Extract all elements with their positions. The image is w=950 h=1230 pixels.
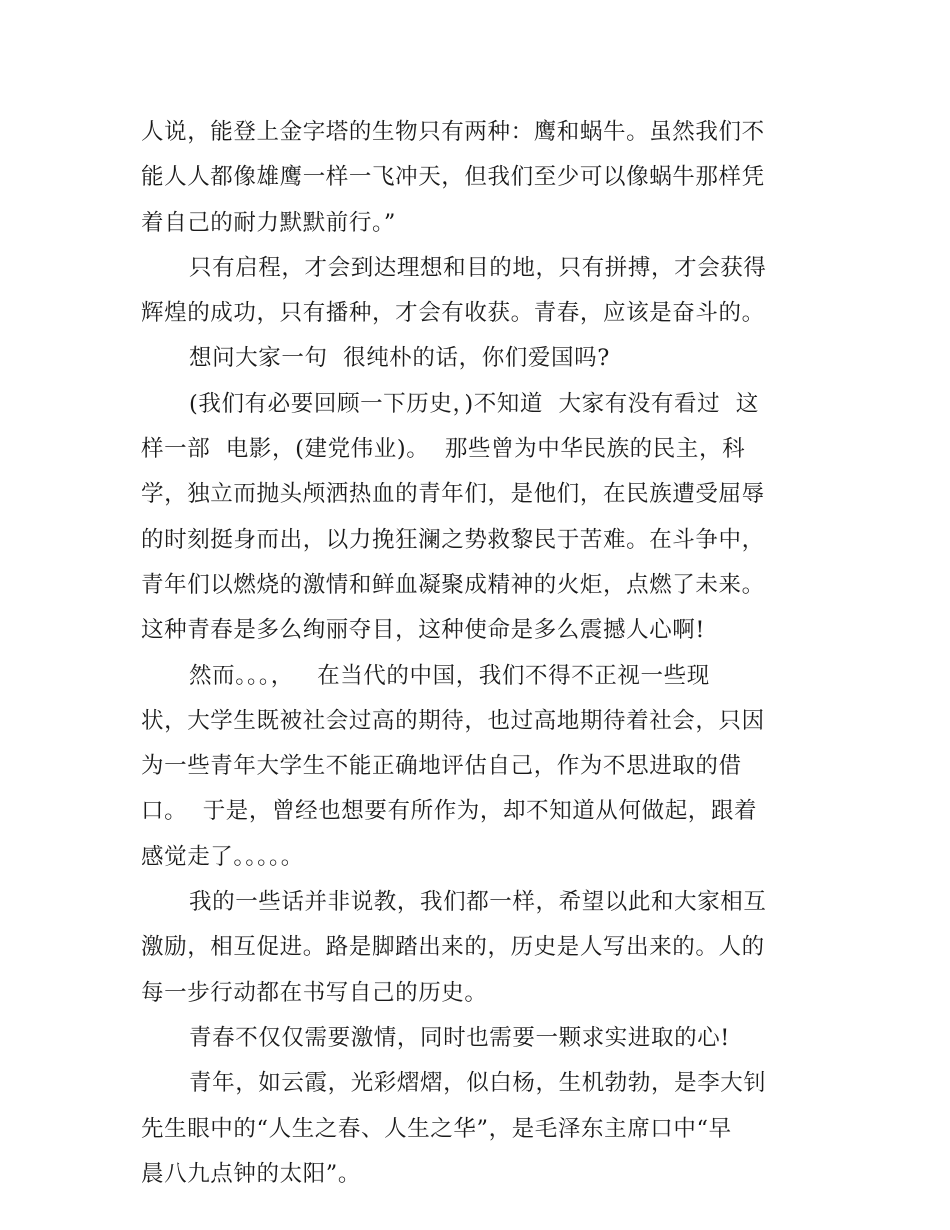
paragraph-4 bbox=[141, 382, 813, 654]
paragraph-6 bbox=[141, 880, 813, 1016]
text-line: (我们有必要回顾一下历史，)不知道 大家有没有看过 这 bbox=[189, 390, 759, 417]
paragraph-3 bbox=[141, 336, 813, 381]
paragraph-1 bbox=[141, 110, 813, 246]
text-line: 我的一些话并非说教，我们都一样，希望以此和大家相互 bbox=[189, 889, 767, 916]
text-line: 的时刻挺身而出，以力挽狂澜之势救黎民于苦难。在斗争中， bbox=[141, 526, 765, 553]
text-line: 样一部 电影，(建党伟业)。 那些曾为中华民族的民主，科 bbox=[141, 436, 746, 463]
text-line: 青年们以燃烧的激情和鲜血凝聚成精神的火炬，点燃了未来。 bbox=[141, 571, 765, 598]
text-line: 先生眼中的“人生之春、人生之华”，是毛泽东主席口中“早 bbox=[141, 1115, 732, 1142]
text-line: 能人人都像雄鹰一样一飞冲天，但我们至少可以像蜗牛那样凭 bbox=[141, 164, 765, 191]
text-line: 为一些青年大学生不能正确地评估自己，作为不思进取的借 bbox=[141, 753, 742, 780]
paragraph-7 bbox=[141, 1016, 813, 1061]
text-line: 只有启程，才会到达理想和目的地，只有拼搏，才会获得 bbox=[189, 254, 767, 281]
text-line: 人说，能登上金字塔的生物只有两种：鹰和蜗牛。虽然我们不 bbox=[141, 119, 765, 145]
text-line: 青年，如云霞，光彩熠熠，似白杨，生机勃勃，是李大钊 bbox=[189, 1070, 767, 1097]
text-line: 每一步行动都在书写自己的历史。 bbox=[141, 979, 488, 1006]
paragraph-2 bbox=[141, 246, 813, 337]
text-line: 晨八九点钟的太阳”。 bbox=[141, 1160, 362, 1187]
paragraph-5 bbox=[141, 654, 813, 880]
text-line: 感觉走了。。。。。 bbox=[141, 843, 304, 870]
text-line: 辉煌的成功，只有播种，才会有收获。青春，应该是奋斗的。 bbox=[141, 300, 765, 327]
text-line: 这种青春是多么绚丽夺目，这种使命是多么震撼人心啊! bbox=[141, 617, 706, 644]
text-line: 状，大学生既被社会过高的期待，也过高地期待着社会，只因 bbox=[141, 707, 765, 734]
text-line: 想问大家一句 很纯朴的话，你们爱国吗? bbox=[189, 345, 610, 372]
paragraph-8 bbox=[141, 1061, 813, 1197]
text-line: 然而。。。， 在当代的中国，我们不得不正视一些现 bbox=[189, 662, 710, 689]
text-line: 学，独立而抛头颅洒热血的青年们，是他们，在民族遭受屈辱 bbox=[141, 481, 765, 508]
text-line: 着自己的耐力默默前行。” bbox=[141, 209, 396, 236]
text-line: 口。 于是，曾经也想要有所作为，却不知道从何做起，跟着 bbox=[141, 798, 758, 825]
text-line: 青春不仅仅需要激情，同时也需要一颗求实进取的心! bbox=[189, 1024, 730, 1051]
text-line: 激励，相互促进。路是脚踏出来的，历史是人写出来的。人的 bbox=[141, 934, 765, 961]
document-body bbox=[141, 110, 813, 1197]
